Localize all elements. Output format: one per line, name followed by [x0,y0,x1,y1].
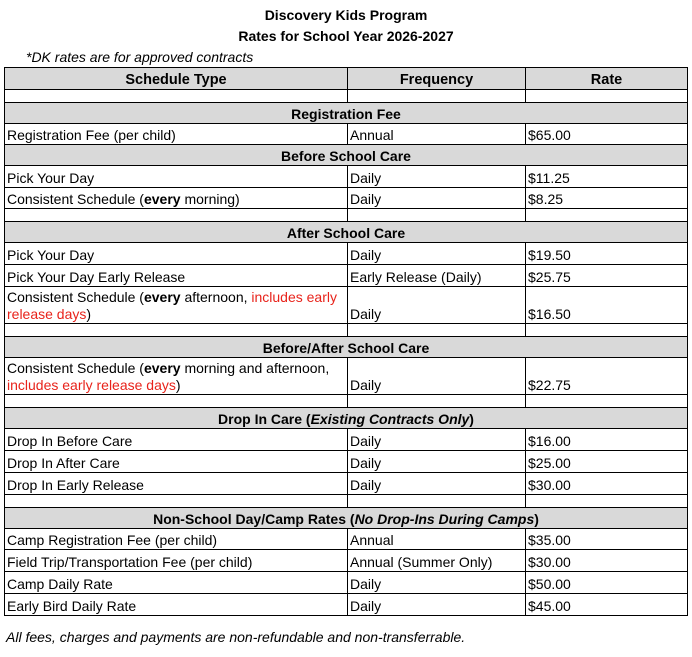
table-row [5,166,688,188]
table-row [5,451,688,473]
section-heading-row [5,145,688,166]
schedule-type-cell: Registration Fee (per child) [5,124,348,145]
header-row [5,68,688,90]
section-heading-before-after: Before/After School Care [5,337,688,358]
rate-cell: $35.00 [526,529,688,550]
schedule-type-cell: Drop In Early Release [5,473,348,495]
table-row [5,287,688,324]
schedule-type-cell: Drop In Before Care [5,429,348,451]
spacer-row [5,324,688,337]
section-heading-before-school: Before School Care [5,145,688,166]
spacer-row [5,209,688,222]
frequency-cell: Daily [348,358,526,395]
frequency-cell: Daily [348,243,526,265]
schedule-type-cell: Pick Your Day Early Release [5,265,348,287]
frequency-cell: Daily [348,451,526,473]
table-row [5,124,688,145]
column-header-schedule-type: Schedule Type [5,68,348,90]
section-heading-row [5,222,688,243]
schedule-type-cell: Pick Your Day [5,243,348,265]
table-row [5,243,688,265]
frequency-cell: Annual [348,124,526,145]
rate-cell: $65.00 [526,124,688,145]
contracts-note: *DK rates are for approved contracts [26,49,254,65]
frequency-cell: Daily [348,594,526,616]
section-heading-after-school: After School Care [5,222,688,243]
frequency-cell: Daily [348,287,526,324]
schedule-type-cell: Early Bird Daily Rate [5,594,348,616]
table-row [5,188,688,209]
schedule-type-cell: Pick Your Day [5,166,348,188]
spacer-row [5,395,688,408]
frequency-cell: Annual [348,529,526,550]
frequency-cell: Daily [348,572,526,594]
schedule-type-cell: Camp Daily Rate [5,572,348,594]
table-row [5,572,688,594]
rate-cell: $30.00 [526,550,688,572]
table-row [5,529,688,550]
rate-cell: $25.00 [526,451,688,473]
rate-cell: $50.00 [526,572,688,594]
spacer-row [5,90,688,103]
frequency-cell: Daily [348,473,526,495]
schedule-type-cell: Field Trip/Transportation Fee (per child) [5,550,348,572]
rate-cell: $25.75 [526,265,688,287]
column-header-frequency: Frequency [348,68,526,90]
rate-cell: $19.50 [526,243,688,265]
rate-cell: $45.00 [526,594,688,616]
column-header-rate: Rate [526,68,688,90]
frequency-cell: Early Release (Daily) [348,265,526,287]
table-row [5,473,688,495]
table-row [5,594,688,616]
page-subtitle: Rates for School Year 2026-2027 [238,28,454,44]
frequency-cell: Daily [348,166,526,188]
schedule-type-cell: Consistent Schedule (every morning and afternoon, includes early release days) [5,358,348,395]
spacer-row [5,495,688,508]
rate-cell: $11.25 [526,166,688,188]
frequency-cell: Annual (Summer Only) [348,550,526,572]
section-heading-row [5,103,688,124]
section-heading-row [5,337,688,358]
section-heading-non-school: Non-School Day/Camp Rates (No Drop-Ins During Camps) [5,508,688,529]
section-heading-registration: Registration Fee [5,103,688,124]
rate-cell: $8.25 [526,188,688,209]
table-row [5,265,688,287]
table-row [5,429,688,451]
frequency-cell: Daily [348,429,526,451]
schedule-type-cell: Consistent Schedule (every afternoon, includes early release days) [5,287,348,324]
schedule-type-cell: Drop In After Care [5,451,348,473]
rate-cell: $16.00 [526,429,688,451]
footer-note: All fees, charges and payments are non-refundable and non-transferrable. [6,629,466,645]
section-heading-row [5,508,688,529]
table-row [5,358,688,395]
table-row [5,550,688,572]
page-title: Discovery Kids Program [264,7,428,23]
rate-cell: $22.75 [526,358,688,395]
schedule-type-cell: Consistent Schedule (every morning) [5,188,348,209]
section-heading-drop-in: Drop In Care (Existing Contracts Only) [5,408,688,429]
frequency-cell: Daily [348,188,526,209]
schedule-type-cell: Camp Registration Fee (per child) [5,529,348,550]
section-heading-row [5,408,688,429]
rate-cell: $30.00 [526,473,688,495]
rates-table [4,67,688,616]
rate-cell: $16.50 [526,287,688,324]
